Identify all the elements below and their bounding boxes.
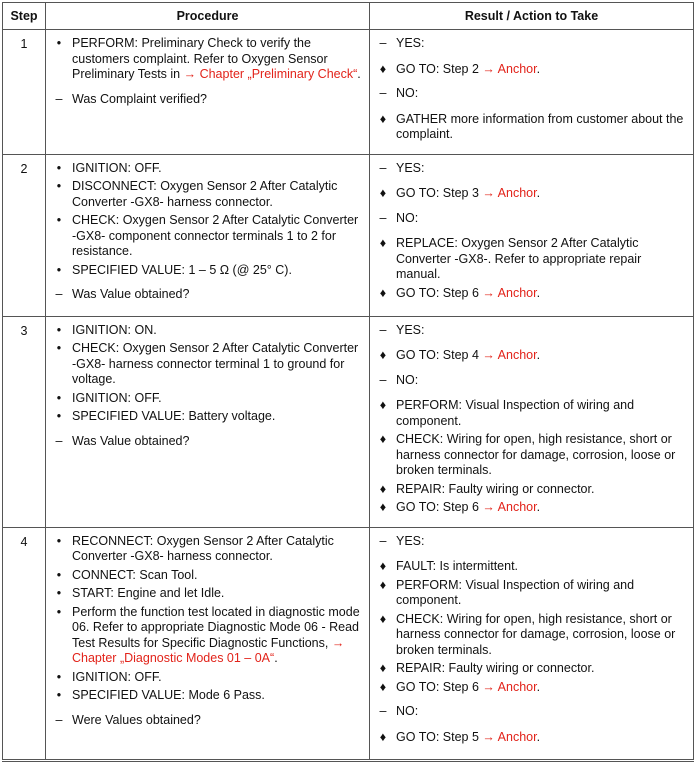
text-segment: GO TO: Step 6 (396, 285, 483, 300)
bullet-icon: • (56, 586, 62, 600)
item-text (396, 36, 687, 52)
text-segment: . (536, 285, 541, 300)
header-result: Result / Action to Take (370, 3, 694, 30)
diamond-bullet-icon: ♦ (379, 679, 387, 694)
item-text (72, 92, 363, 108)
text-segment: YES: (396, 36, 425, 50)
diamond-bullet-icon: ♦ (379, 611, 387, 626)
list-item (370, 612, 687, 659)
item-text (72, 409, 363, 425)
item-text (396, 661, 687, 677)
item-text (72, 263, 363, 279)
dash-marker: – (379, 36, 387, 50)
chapter-link[interactable]: → Anchor (482, 348, 537, 362)
question-item (46, 434, 363, 450)
diamond-bullet-icon: ♦ (379, 661, 387, 675)
item-text (396, 112, 687, 143)
item-text (72, 568, 363, 584)
procedure-cell (46, 316, 370, 527)
step-number: 1 (3, 30, 46, 155)
bullet-icon: • (56, 604, 62, 619)
item-text (72, 179, 363, 210)
text-segment: NO: (396, 704, 419, 718)
bullet-icon: • (56, 160, 62, 175)
chapter-link[interactable]: → Anchor (482, 729, 537, 744)
text-segment: YES: (396, 322, 425, 337)
item-text (396, 286, 687, 302)
item-text (72, 391, 363, 407)
text-segment: PERFORM: Visual Inspection of wiring and component. (396, 577, 635, 607)
item-text (396, 211, 687, 227)
text-segment: Were Values obtained? (72, 712, 201, 727)
list-item (46, 568, 363, 584)
chapter-link[interactable]: → Anchor (482, 186, 537, 200)
list-item (370, 286, 687, 302)
text-segment: . (357, 67, 361, 81)
result-list (370, 155, 693, 313)
procedure-cell (46, 30, 370, 155)
text-segment: CONNECT: Scan Tool. (72, 567, 198, 582)
text-segment: IGNITION: OFF. (72, 669, 162, 684)
item-text (396, 236, 687, 283)
bullet-icon: • (56, 213, 62, 227)
diamond-bullet-icon: ♦ (379, 61, 387, 76)
table-row (3, 30, 694, 155)
list-item (370, 500, 687, 516)
item-text (396, 348, 687, 364)
bullet-icon: • (56, 688, 62, 702)
text-segment: GO TO: Step 4 (396, 348, 483, 362)
diamond-bullet-icon: ♦ (379, 285, 387, 300)
bullet-icon: • (56, 567, 62, 582)
question-item (46, 287, 363, 303)
item-text (396, 62, 687, 78)
item-text (72, 605, 363, 667)
table-row (3, 316, 694, 527)
dash-marker: – (379, 322, 387, 337)
text-segment: . (536, 729, 541, 744)
bullet-icon: • (56, 533, 62, 548)
dash-marker: – (379, 86, 387, 100)
item-text (396, 559, 687, 575)
diagnostic-procedure-table (2, 2, 694, 760)
dash-marker: – (379, 533, 387, 548)
item-text (72, 434, 363, 450)
chapter-link[interactable]: → Anchor (482, 61, 537, 76)
bullet-icon: • (56, 409, 62, 423)
list-item (46, 534, 363, 565)
table-body (3, 30, 694, 760)
procedure-list (46, 528, 369, 740)
result-list (370, 30, 693, 154)
chapter-link[interactable]: → Chapter „Preliminary Check“ (183, 67, 358, 81)
list-item (370, 323, 687, 339)
item-text (396, 534, 687, 550)
item-text (72, 213, 363, 260)
list-item (370, 704, 687, 720)
item-text (396, 612, 687, 659)
bullet-icon: • (56, 390, 62, 405)
bullet-icon: • (56, 36, 62, 50)
list-item (46, 323, 363, 339)
item-text (72, 586, 363, 602)
item-text (72, 713, 363, 729)
item-text (72, 36, 363, 83)
diamond-bullet-icon: ♦ (379, 398, 387, 412)
list-item (46, 391, 363, 407)
text-segment: . (536, 186, 541, 200)
text-segment: SPECIFIED VALUE: Battery voltage. (72, 409, 276, 423)
procedure-cell (46, 527, 370, 759)
text-segment: GO TO: Step 6 (396, 500, 483, 514)
result-cell (370, 154, 694, 316)
procedure-list (46, 155, 369, 314)
bullet-icon: • (56, 262, 62, 277)
diamond-bullet-icon: ♦ (379, 559, 387, 573)
list-item (370, 373, 687, 389)
result-cell (370, 30, 694, 155)
result-cell (370, 316, 694, 527)
header-procedure: Procedure (46, 3, 370, 30)
item-text (396, 482, 687, 498)
dash-marker: – (55, 433, 63, 448)
question-item (46, 92, 363, 108)
list-item (370, 578, 687, 609)
text-segment: RECONNECT: Oxygen Sensor 2 After Catalytic Converter -GX8- harness connector. (72, 533, 334, 563)
dash-marker: – (379, 210, 387, 225)
item-text (72, 534, 363, 565)
procedure-list (46, 30, 369, 118)
list-item (370, 186, 687, 202)
text-segment: NO: (396, 86, 419, 100)
dash-marker: – (55, 91, 63, 106)
list-item (46, 688, 363, 704)
text-segment: Perform the function test located in diagnostic mode 06. Refer to appropriate Diagnostic Mode 06 - Read Test Results for Specific Diagnostic Functions, (72, 604, 360, 650)
text-segment: CHECK: Wiring for open, high resistance, short or harness connector for damage, corrosion, loose or broken terminals. (396, 611, 676, 657)
header-step: Step (3, 3, 46, 30)
text-segment: . (536, 348, 541, 362)
bullet-icon: • (56, 179, 62, 193)
bullet-icon: • (56, 669, 62, 684)
procedure-list (46, 317, 369, 461)
text-segment: GO TO: Step 2 (396, 61, 483, 76)
diamond-bullet-icon: ♦ (379, 236, 387, 250)
text-segment: PERFORM: Preliminary Check to verify the customers complaint. Refer to Oxygen Sensor Preliminary Tests in (72, 36, 328, 81)
item-text (72, 287, 363, 303)
item-text (72, 341, 363, 388)
text-segment: REPAIR: Faulty wiring or connector. (396, 481, 595, 496)
item-text (396, 86, 687, 102)
diamond-bullet-icon: ♦ (379, 432, 387, 446)
chapter-link[interactable]: → Anchor (482, 679, 537, 694)
text-segment: CHECK: Oxygen Sensor 2 After Catalytic Converter -GX8- harness connector terminal 1 to ground for voltage. (72, 341, 359, 386)
dash-marker: – (379, 160, 387, 175)
item-text (72, 688, 363, 704)
list-item (46, 161, 363, 177)
text-segment: NO: (396, 210, 419, 225)
item-text (396, 680, 687, 696)
text-segment: YES: (396, 533, 425, 548)
text-segment: FAULT: Is intermittent. (396, 559, 519, 573)
text-segment: . (536, 500, 541, 514)
item-text (72, 161, 363, 177)
text-segment: DISCONNECT: Oxygen Sensor 2 After Catalytic Converter -GX8- harness connector. (72, 179, 338, 209)
step-number: 3 (3, 316, 46, 527)
list-item (46, 263, 363, 279)
diamond-bullet-icon: ♦ (379, 348, 387, 362)
text-segment: SPECIFIED VALUE: Mode 6 Pass. (72, 688, 265, 702)
chapter-link[interactable]: → Anchor (482, 500, 537, 514)
list-item (46, 213, 363, 260)
text-segment: CHECK: Wiring for open, high resistance, short or harness connector for damage, corrosion, loose or broken terminals. (396, 432, 676, 477)
list-item (46, 341, 363, 388)
step-number: 4 (3, 527, 46, 759)
chapter-link[interactable]: → Anchor (482, 285, 537, 300)
dash-marker: – (379, 704, 387, 718)
item-text (396, 398, 687, 429)
list-item (370, 211, 687, 227)
list-item (46, 409, 363, 425)
text-segment: GATHER more information from customer about the complaint. (396, 111, 684, 141)
table-row (3, 154, 694, 316)
result-cell (370, 527, 694, 759)
text-segment: GO TO: Step 6 (396, 679, 483, 694)
result-list (370, 317, 693, 527)
result-list (370, 528, 693, 757)
text-segment: Was Complaint verified? (72, 91, 208, 106)
text-segment: GO TO: Step 5 (396, 729, 483, 744)
diamond-bullet-icon: ♦ (379, 500, 387, 514)
list-item (370, 661, 687, 677)
question-item (46, 713, 363, 729)
item-text (72, 323, 363, 339)
list-item (46, 179, 363, 210)
list-item (46, 586, 363, 602)
list-item (370, 236, 687, 283)
text-segment: CHECK: Oxygen Sensor 2 After Catalytic Converter -GX8- component connector terminals 1 to 2 for resistance. (72, 213, 359, 258)
list-item (370, 680, 687, 696)
item-text (396, 500, 687, 516)
text-segment: REPAIR: Faulty wiring or connector. (396, 661, 595, 675)
dash-marker: – (379, 372, 387, 387)
list-item (370, 86, 687, 102)
text-segment: GO TO: Step 3 (396, 186, 483, 200)
text-segment: . (536, 679, 541, 694)
dash-marker: – (55, 287, 63, 301)
step-number: 2 (3, 154, 46, 316)
list-item (370, 398, 687, 429)
text-segment: REPLACE: Oxygen Sensor 2 After Catalytic Converter -GX8-. Refer to appropriate repair manual. (396, 236, 642, 281)
bullet-icon: • (56, 322, 62, 337)
list-item (370, 36, 687, 52)
table-row (3, 527, 694, 759)
item-text (396, 323, 687, 339)
dash-marker: – (55, 712, 63, 727)
item-text (396, 161, 687, 177)
list-item (370, 482, 687, 498)
table-bottom-border (2, 761, 694, 762)
list-item (370, 432, 687, 479)
text-segment: Was Value obtained? (72, 287, 190, 301)
text-segment: START: Engine and let Idle. (72, 586, 225, 600)
list-item (370, 62, 687, 78)
text-segment: NO: (396, 372, 419, 387)
text-segment: PERFORM: Visual Inspection of wiring and component. (396, 398, 635, 428)
text-segment: IGNITION: OFF. (72, 160, 162, 175)
table-header-row (3, 3, 694, 30)
diamond-bullet-icon: ♦ (379, 186, 387, 200)
list-item (370, 112, 687, 143)
text-segment: YES: (396, 160, 425, 175)
item-text (72, 670, 363, 686)
chapter-link[interactable]: → Chapter „Diagnostic Modes 01 – 0A“ (72, 635, 345, 665)
item-text (396, 578, 687, 609)
list-item (370, 559, 687, 575)
diamond-bullet-icon: ♦ (379, 481, 387, 496)
text-segment: IGNITION: ON. (72, 322, 157, 337)
item-text (396, 373, 687, 389)
bullet-icon: • (56, 341, 62, 355)
diamond-bullet-icon: ♦ (379, 111, 387, 126)
text-segment: Was Value obtained? (72, 433, 190, 448)
item-text (396, 704, 687, 720)
list-item (46, 36, 363, 83)
procedure-cell (46, 154, 370, 316)
list-item (370, 730, 687, 746)
list-item (370, 161, 687, 177)
diamond-bullet-icon: ♦ (379, 577, 387, 592)
text-segment: . (536, 61, 541, 76)
diamond-bullet-icon: ♦ (379, 729, 387, 744)
list-item (46, 605, 363, 667)
text-segment: SPECIFIED VALUE: 1 – 5 Ω (@ 25° C). (72, 262, 292, 277)
text-segment: . (274, 651, 278, 665)
item-text (396, 186, 687, 202)
item-text (396, 432, 687, 479)
list-item (46, 670, 363, 686)
text-segment: IGNITION: OFF. (72, 390, 162, 405)
item-text (396, 730, 687, 746)
list-item (370, 534, 687, 550)
list-item (370, 348, 687, 364)
